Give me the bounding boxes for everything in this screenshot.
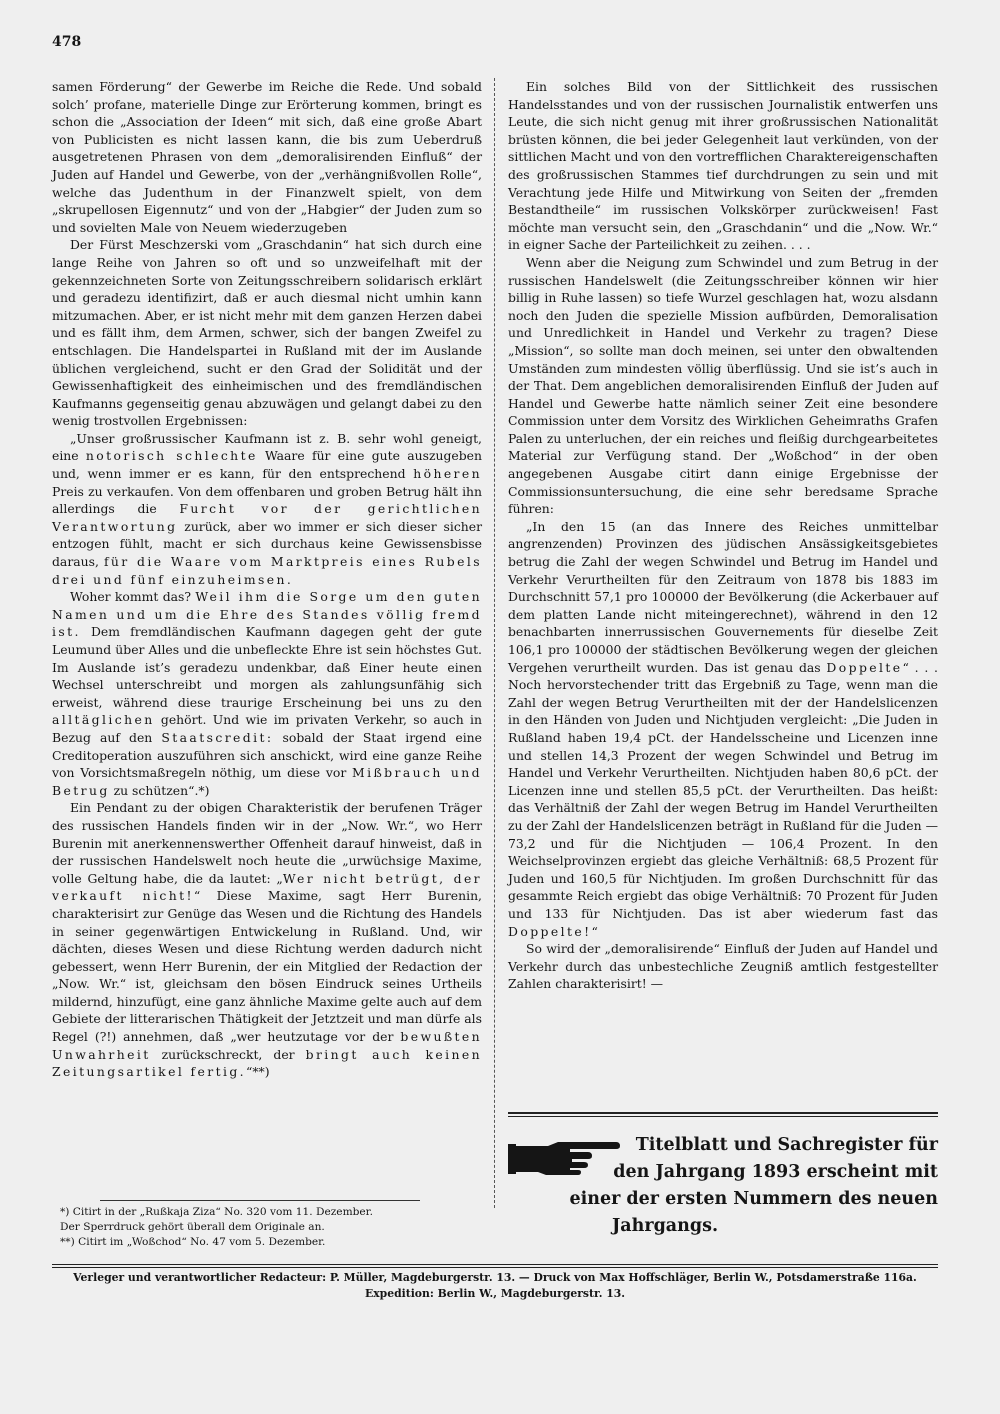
- spaced-emphasis: Mißbrauch und Betrug: [52, 765, 482, 798]
- announcement-top-rule-thin: [508, 1116, 938, 1117]
- announcement-top-rule: [508, 1112, 938, 1114]
- announcement: [508, 1132, 938, 1236]
- spaced-emphasis: Furcht vor der gerichtlichen Verantwortung: [52, 501, 482, 534]
- footnotes: [60, 1205, 482, 1250]
- spaced-emphasis: notorisch schlechte: [85, 448, 258, 464]
- right-column: [508, 78, 938, 993]
- spaced-emphasis: Doppelte: [826, 659, 903, 675]
- left-column: [52, 78, 482, 1081]
- imprint-top-rule: [52, 1264, 938, 1265]
- paragraph: Wenn aber die Neigung zum Schwindel und zum Betrug in der russischen Handelswelt (die Zeitungsschreiber können wir hier billig in Ruhe lassen) so tiefe Wurzel geschlagen hat, wozu alsdann noch den Juden die spezielle Mission aufbürden, Demoralisation und Unredlichkeit in Handel und Verkehr zu tragen? Diese „Mission“, so sollte man doch meinen, sei unter den obwaltenden Umständen zum mindesten völlig überflüssig. Und sie ist’s auch in der That. Dem angeblichen demoralisirenden Einfluß der Juden auf Handel und Gewerbe hatte nämlich seiner Zeit eine besondere Commission unter dem Vorsitz des Wirklichen Geheimraths Grafen Palen zu unterluchen, der ein reiches und fleißig durchgearbeitetes Material zur Verfügung stand. Der „Woßchod“ in der oben angegebenen Ausgabe citirt dann einige Ergebnisse der Commissionsuntersuchung, die eine sehr beredsame Sprache führen:: [508, 254, 938, 517]
- quote-paragraph: „In den 15 (an das Innere des Reiches unmittelbar angrenzenden) Provinzen des jüdischen Ansässigkeitsgebietes betrug die Zahl der wegen Schwindel und Betrug im Handel und Verkehr Verurtheilten für den Zeitraum von 1878 bis 1883 im Durchschnitt 57,1 pro 100000 der Bevölkerung (die Ackerbauer auf dem platten Lande nicht miteingerechnet), während in den 12 benachbarten innerrussischen Gouvernements für dieselbe Zeit 106,1 pro 100000 der städtischen Bevölkerung wegen der gleichen Vergehen verurtheilt wurden. Das ist genau das Doppelte“ . . . Noch hervorstechender tritt das Ergebniß zu Tage, wenn man die Zahl der wegen Betrug Verurtheilten mit der der Handelslicenzen in den Händen von Juden und Nichtjuden vergleicht: „Die Juden in Rußland haben 19,4 pCt. der Handelsscheine und Licenzen inne und stellen 14,3 Prozent der wegen Schwindel und Betrug im Handel und Verkehr Verurtheilten. Nichtjuden haben 80,6 pCt. der Licenzen inne und stellen 85,5 pCt. der Verurtheilten. Das heißt: das Verhältniß der Zahl der wegen Betrug im Handel Verurtheilten zu der Zahl der Handelslicenzen beträgt in Rußland für die Juden — 73,2 und für die Nichtjuden — 106,4 Prozent. In den Weichselprovinzen ergiebt das gleiche Verhältniß: 68,5 Prozent für Juden und 160,5 für Nichtjuden. Im großen Durchschnitt für das gesammte Reich ergiebt das obige Verhältniß: 70 Prozent für Juden und 133 für Nichtjuden. Das ist aber wiederum fast das Doppelte!“: [508, 518, 938, 939]
- announcement-text: [508, 1132, 938, 1240]
- paragraph: So wird der „demoralisirende“ Einfluß der Juden auf Handel und Verkehr durch das unbestechliche Zeugniß amtlich festgestellter Zahlen charakterisirt! —: [508, 941, 938, 992]
- announcement-line: Titelblatt und Sachregister für: [635, 1135, 938, 1155]
- spaced-emphasis: bringt auch keinen Zeitungsartikel fertig.: [52, 1046, 483, 1080]
- announcement-line: den Jahrgang 1893 erscheint mit: [613, 1162, 938, 1182]
- spaced-emphasis: für die Waare vom Marktpreis eines Rubels drei und fünf einzuheimsen.: [52, 554, 482, 587]
- footnote-divider: [100, 1200, 420, 1201]
- spaced-emphasis: bewußten Unwahrheit: [52, 1029, 482, 1062]
- imprint-line: Verleger und verantwortlicher Redacteur: P. Müller, Magdeburgerstr. 13. — Druck von Max Hoffschläger, Berlin W., Potsdamerstraße 116a.: [73, 1271, 917, 1284]
- announcement-line: Jahrgangs.: [612, 1216, 719, 1236]
- spaced-emphasis: Weil ihm die Sorge um den guten Namen und um die Ehre des Standes völlig fremd ist.: [52, 589, 482, 640]
- spaced-emphasis: Doppelte!: [508, 923, 592, 939]
- spaced-emphasis: alltäglichen: [52, 712, 155, 728]
- announcement-line: einer der ersten Nummern des neuen: [569, 1189, 938, 1209]
- footnote: *) Citirt in der „Rußkaja Ziza“ No. 320 vom 11. Dezember.: [60, 1206, 373, 1218]
- paragraph: Woher kommt das? Weil ihm die Sorge um den guten Namen und um die Ehre des Standes völlig fremd ist. Dem fremdländischen Kaufmann dagegen geht der gute Leumund über Alles und die unbefleckte Ehre ist sein höchstes Gut. Im Auslande ist’s geradezu undenkbar, daß Einer heute einen Wechsel unterschreibt und morgen als zahlungsunfähig sich erweist, während diese traurige Erscheinung bei uns zu den alltäglichen gehört. Und wie im privaten Verkehr, so auch in Bezug auf den Staatscredit: sobald der Staat irgend eine Creditoperation auszuführen sich anschickt, wird eine ganze Reihe von Vorsichtsmaßregeln nöthig, um diese vor Mißbrauch und Betrug zu schützen“.*): [52, 589, 482, 798]
- paragraph: samen Förderung“ der Gewerbe im Reiche die Rede. Und sobald solch’ profane, materielle Dinge zur Erörterung kommen, bringt es schon die „Association der Ideen“ mit sich, daß eine große Abart von Publicisten es nicht lassen kann, die bis zum Ueberdruß ausgetretenen Phrasen von dem „demoralisirenden Einfluß“ der Juden auf Handel und Gewerbe, von der „verhängnißvollen Rolle“, welche das Judenthum in der Finanzwelt spielt, von dem „skrupellosen Eigennutz“ und von der „Habgier“ der Juden zum so und sovielten Male von Neuem wiederzugeben: [52, 79, 482, 235]
- page-number: 478: [52, 34, 82, 50]
- spaced-emphasis: Wer nicht betrügt, der verkauft nicht!: [52, 870, 483, 904]
- imprint-top-rule-thin: [52, 1267, 938, 1268]
- paragraph: Der Fürst Meschzerski vom „Graschdanin“ hat sich durch eine lange Reihe von Jahren so oft und so unzweifelhaft mit der gekennzeichneten Sorte von Zeitungsschreibern solidarisch erklärt und geradezu identifizirt, daß er auch diesmal nicht umhin kann mitzumachen. Aber, er ist nicht mehr mit dem ganzen Herzen dabei und es fällt ihm, dem Armen, schwer, sich der bangen Zweifel zu entschlagen. Die Handelspartei in Rußland mit der im Auslande üblichen vergleichend, sucht er den Grad der Solidität und der Gewissenhaftigkeit des einheimischen und des fremdländischen Kaufmanns gegenseitig genau abzuwägen und gelangt dabei zu den wenig trostvollen Ergebnissen:: [52, 237, 482, 429]
- spaced-emphasis: Staatscredit:: [161, 729, 274, 745]
- footnote: **) Citirt im „Woßchod“ No. 47 vom 5. Dezember.: [60, 1236, 326, 1248]
- imprint: [52, 1270, 938, 1302]
- footnote: Der Sperrdruck gehört überall dem Originale an.: [60, 1221, 325, 1233]
- paragraph: Ein Pendant zu der obigen Charakteristik der berufenen Träger des russischen Handels finden wir in der „Now. Wr.“, wo Herr Burenin mit anerkennenswerther Offenheit darauf hinweist, daß in der russischen Handelswelt noch heute die „urwüchsige Maxime, volle Geltung habe, die da lautet: „Wer nicht betrügt, der verkauft nicht!“ Diese Maxime, sagt Herr Burenin, charakterisirt zur Genüge das Wesen und die Richtung des Handels in seiner gegenwärtigen Entwickelung in Rußland. Und, wir dächten, dieses Wesen und diese Richtung werden dadurch nicht gebessert, wenn Herr Burenin, der ein Mitglied der Redaction der „Now. Wr.“ ist, gleichsam den bösen Eindruck seines Urtheils mildernd, hinzufügt, eine ganz ähnliche Maxime gelte auch auf dem Gebiete der litterarischen Thätigkeit der Jetztzeit und man dürfe als Regel (?!) annehmen, daß „wer heutzutage vor der bewußten Unwahrheit zurückschreckt, der bringt auch keinen Zeitungsartikel fertig.“**): [52, 800, 483, 1080]
- spaced-emphasis: höheren: [413, 466, 482, 482]
- column-divider: [494, 78, 495, 1208]
- imprint-line: Expedition: Berlin W., Magdeburgerstr. 13.: [364, 1287, 625, 1300]
- paragraph: Ein solches Bild von der Sittlichkeit des russischen Handelsstandes und von der russischen Journalistik entwerfen uns Leute, die sich nicht genug mit ihrer großrussischen Nationalität brüsten können, die bei jeder Gelegenheit laut verkünden, von der sittlichen Macht und von den vortrefflichen Charaktereigenschaften des großrussischen Stammes tief durchdrungen zu sein und mit Verachtung jede Hilfe und Mitwirkung von Seiten der „fremden Bestandtheile“ im russischen Volkskörper zurückweisen! Fast möchte man versucht sein, den „Graschdanin“ und die „Now. Wr.“ in eigner Sache der Parteilichkeit zu zeihen. . . .: [508, 79, 938, 253]
- quote-paragraph: „Unser großrussischer Kaufmann ist z. B. sehr wohl geneigt, eine notorisch schlechte Waare für eine gute auszugeben und, wenn immer er es kann, für den entsprechend höheren Preis zu verkaufen. Von dem offenbaren und groben Betrug hält ihn allerdings die Furcht vor der gerichtlichen Verantwortung zurück, aber wo immer er sich dieser sicher entzogen fühlt, macht er sich durchaus keine Gewissensbisse daraus, für die Waare vom Marktpreis eines Rubels drei und fünf einzuheimsen.: [52, 430, 482, 587]
